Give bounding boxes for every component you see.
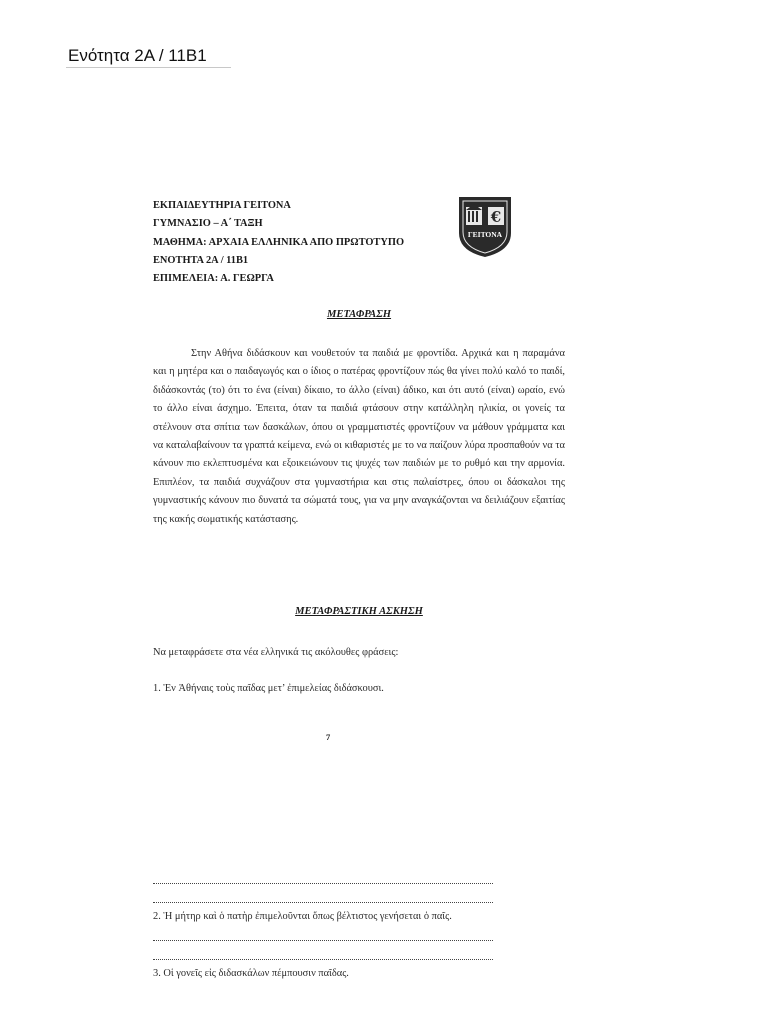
answer-line [153, 959, 493, 960]
school-logo [455, 193, 515, 260]
translation-text: Στην Αθήνα διδάσκουν και νουθετούν τα παιδιά με φροντίδα. Αρχικά και η παραμάνα και η μητέρα και ο παιδαγωγός και ο ίδιος ο πατέρας φροντίζουν πώς θα γίνει πολύ καλό το παιδί, διδάσκοντάς (το) ότι το ένα (είναι) δίκαιο, το άλλο (είναι) άδικο, και ότι αυτό (είναι) ωραίο, ενώ το άλλο είναι άσχημο. Έπειτα, όταν τα παιδιά φτάσουν στην κατάλληλη ηλικία, οι γονείς τα στέλνουν στα σπίτια των δασκάλων, όπου οι γραμματιστές φροντίζουν να μάθουν γράμματα και να καταλαβαίνουν τα γραπτά κείμενα, ενώ οι κιθαριστές με το να παίζουν λύρα προσπαθούν να τα κάνουν πιο εκλεπτυσμένα και εξοικειώνουν τις ψυχές των παιδιών με το ρυθμό και την αρμονία. Επιπλέον, τα παιδιά συχνάζουν στα γυμναστήρια και στις παλαίστρες, όπου οι δάσκαλοι της γυμναστικής κάνουν πιο δυνατά τα σώματά τους, για να μην αναγκάζονται να δειλιάζουν εξαιτίας της κακής σωματικής κατάστασης. [153, 348, 565, 525]
page-title: Ενότητα 2Α / 11Β1 [68, 46, 207, 65]
exercise-item-1: 1. Ἐν Ἀθήναις τοὺς παῖδας μετ’ ἐπιμελείας διδάσκουσι. [153, 683, 384, 694]
answer-line [153, 902, 493, 903]
header-school-name: ΕΚΠΑΙΔΕΥΤΗΡΙΑ ΓΕΙΤΟΝΑ [153, 200, 291, 211]
page-number: 7 [326, 732, 331, 742]
header-class: ΓΥΜΝΑΣΙΟ – Α΄ ΤΑΞΗ [153, 218, 263, 230]
header-subject: ΜΑΘΗΜΑ: ΑΡΧΑΙΑ ΕΛΛΗΝΙΚΑ ΑΠΟ ΠΡΩΤΟΤΥΠΟ [153, 236, 405, 248]
answer-line [153, 940, 493, 941]
logo-text: ΓΕΙΤΟΝΑ [467, 230, 503, 239]
exercise-item-2: 2. Ἡ μήτηρ καὶ ὁ πατὴρ ἐπιμελοῦνται ὅπως βέλτιστος γενήσεται ὁ παῖς. [153, 911, 452, 922]
exercise-instruction: Να μεταφράσετε στα νέα ελληνικά τις ακόλουθες φράσεις: [153, 647, 399, 658]
header-editor: ΕΠΙΜΕΛΕΙΑ: Α. ΓΕΩΡΓΑ [153, 273, 274, 285]
exercise-item-3: 3. Οἱ γονεῖς εἰς διδασκάλων πέμπουσιν παῖδας. [153, 968, 349, 979]
translation-title: ΜΕΤΑΦΡΑΣΗ [326, 309, 392, 320]
svg-text:€: € [490, 208, 502, 226]
header-unit: ΕΝΟΤΗΤΑ 2Α / 11Β1 [153, 254, 249, 266]
title-underline [66, 67, 231, 68]
school-header [153, 197, 404, 288]
answer-line [153, 883, 493, 884]
exercise-title: ΜΕΤΑΦΡΑΣΤΙΚΗ ΑΣΚΗΣΗ [295, 606, 423, 617]
